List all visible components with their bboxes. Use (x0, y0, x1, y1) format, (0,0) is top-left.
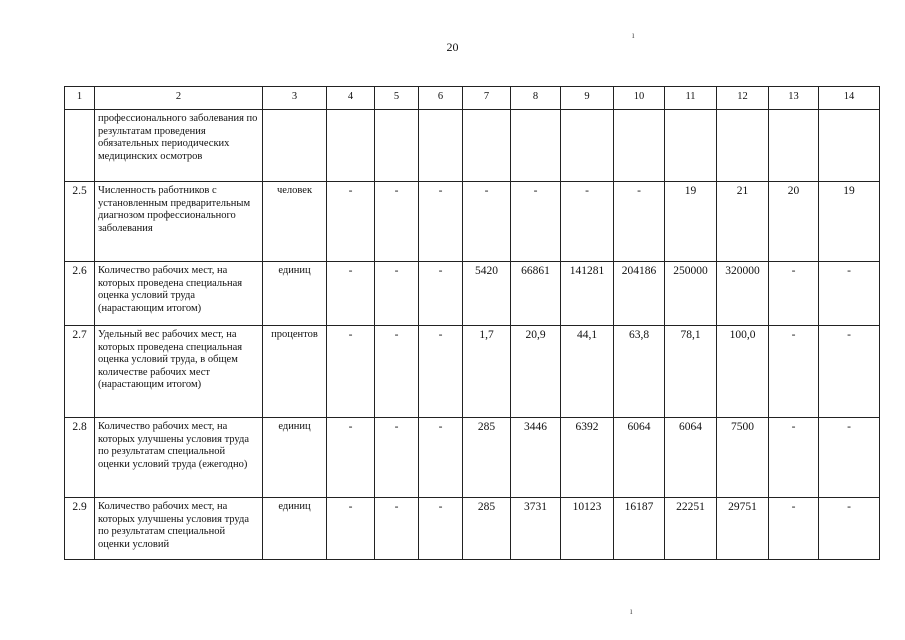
value-cell: - (419, 326, 463, 418)
column-number-row (65, 87, 880, 110)
value-cell: 20 (769, 182, 819, 262)
value-cell: - (769, 498, 819, 560)
scan-speck: ı (632, 30, 635, 40)
value-cell: 20,9 (511, 326, 561, 418)
indicator-name: Количество рабочих мест, на которых улучшены условия труда по результатам специальной оценки условий (95, 498, 263, 560)
value-cell (561, 110, 614, 182)
column-header: 3 (263, 87, 327, 110)
value-cell: - (375, 498, 419, 560)
value-cell: 22251 (665, 498, 717, 560)
value-cell: - (419, 262, 463, 326)
value-cell: - (819, 418, 880, 498)
column-header: 5 (375, 87, 419, 110)
value-cell: - (769, 262, 819, 326)
indicator-name: Численность работников с установленным предварительным диагнозом профессионального заболевания (95, 182, 263, 262)
column-header: 4 (327, 87, 375, 110)
value-cell: - (375, 418, 419, 498)
value-cell: 16187 (614, 498, 665, 560)
indicator-name: Удельный вес рабочих мест, на которых проведена специальная оценка условий труда, в общем количестве рабочих мест (нарастающим итогом) (95, 326, 263, 418)
page-number: 20 (446, 40, 459, 54)
value-cell: 1,7 (463, 326, 511, 418)
column-header: 8 (511, 87, 561, 110)
row-number (65, 110, 95, 182)
value-cell: 100,0 (717, 326, 769, 418)
table-row (65, 498, 880, 560)
value-cell: - (327, 326, 375, 418)
indicator-name: Количество рабочих мест, на которых улучшены условия труда по результатам специальной оценки условий труда (ежегодно) (95, 418, 263, 498)
table-body (65, 110, 880, 560)
value-cell: - (561, 182, 614, 262)
column-header: 10 (614, 87, 665, 110)
value-cell: 44,1 (561, 326, 614, 418)
value-cell (419, 110, 463, 182)
value-cell: - (327, 182, 375, 262)
value-cell: 141281 (561, 262, 614, 326)
unit-cell (263, 110, 327, 182)
value-cell (375, 110, 419, 182)
value-cell: 10123 (561, 498, 614, 560)
unit-cell: процентов (263, 326, 327, 418)
value-cell: 78,1 (665, 326, 717, 418)
column-header: 6 (419, 87, 463, 110)
value-cell: - (419, 498, 463, 560)
value-cell: 19 (665, 182, 717, 262)
table-row (65, 182, 880, 262)
unit-cell: единиц (263, 498, 327, 560)
unit-cell: единиц (263, 262, 327, 326)
value-cell: 285 (463, 418, 511, 498)
row-number: 2.6 (65, 262, 95, 326)
value-cell: 6064 (665, 418, 717, 498)
value-cell: - (327, 418, 375, 498)
value-cell: 320000 (717, 262, 769, 326)
value-cell: - (375, 326, 419, 418)
value-cell: - (511, 182, 561, 262)
table-row (65, 326, 880, 418)
indicator-name: профессионального заболевания по результатам проведения обязательных периодических медицинских осмотров (95, 110, 263, 182)
table-row (65, 418, 880, 498)
row-number: 2.8 (65, 418, 95, 498)
value-cell: 6064 (614, 418, 665, 498)
value-cell (327, 110, 375, 182)
column-header: 1 (65, 87, 95, 110)
value-cell: 19 (819, 182, 880, 262)
indicators-table (64, 86, 880, 560)
column-header: 12 (717, 87, 769, 110)
value-cell (614, 110, 665, 182)
row-number: 2.5 (65, 182, 95, 262)
value-cell: - (327, 498, 375, 560)
value-cell: 285 (463, 498, 511, 560)
value-cell: - (463, 182, 511, 262)
value-cell: - (819, 326, 880, 418)
value-cell: 63,8 (614, 326, 665, 418)
value-cell (717, 110, 769, 182)
table-row (65, 110, 880, 182)
value-cell (463, 110, 511, 182)
unit-cell: человек (263, 182, 327, 262)
value-cell (769, 110, 819, 182)
table-row (65, 262, 880, 326)
column-header: 7 (463, 87, 511, 110)
column-header: 14 (819, 87, 880, 110)
value-cell: - (614, 182, 665, 262)
value-cell: 3446 (511, 418, 561, 498)
value-cell (511, 110, 561, 182)
value-cell: 6392 (561, 418, 614, 498)
indicator-name: Количество рабочих мест, на которых проведена специальная оценка условий труда (нарастающим итогом) (95, 262, 263, 326)
value-cell: - (819, 262, 880, 326)
value-cell: - (375, 182, 419, 262)
column-header: 13 (769, 87, 819, 110)
row-number: 2.7 (65, 326, 95, 418)
value-cell: - (375, 262, 419, 326)
value-cell: 250000 (665, 262, 717, 326)
value-cell: 66861 (511, 262, 561, 326)
value-cell (819, 110, 880, 182)
scan-speck: ı (630, 606, 633, 616)
value-cell: 5420 (463, 262, 511, 326)
value-cell: - (327, 262, 375, 326)
column-header: 11 (665, 87, 717, 110)
value-cell: - (819, 498, 880, 560)
value-cell: - (419, 418, 463, 498)
value-cell: 7500 (717, 418, 769, 498)
column-header: 2 (95, 87, 263, 110)
unit-cell: единиц (263, 418, 327, 498)
value-cell: 21 (717, 182, 769, 262)
row-number: 2.9 (65, 498, 95, 560)
value-cell: 204186 (614, 262, 665, 326)
value-cell: 3731 (511, 498, 561, 560)
column-header: 9 (561, 87, 614, 110)
value-cell: - (419, 182, 463, 262)
value-cell: - (769, 418, 819, 498)
value-cell: 29751 (717, 498, 769, 560)
value-cell (665, 110, 717, 182)
value-cell: - (769, 326, 819, 418)
